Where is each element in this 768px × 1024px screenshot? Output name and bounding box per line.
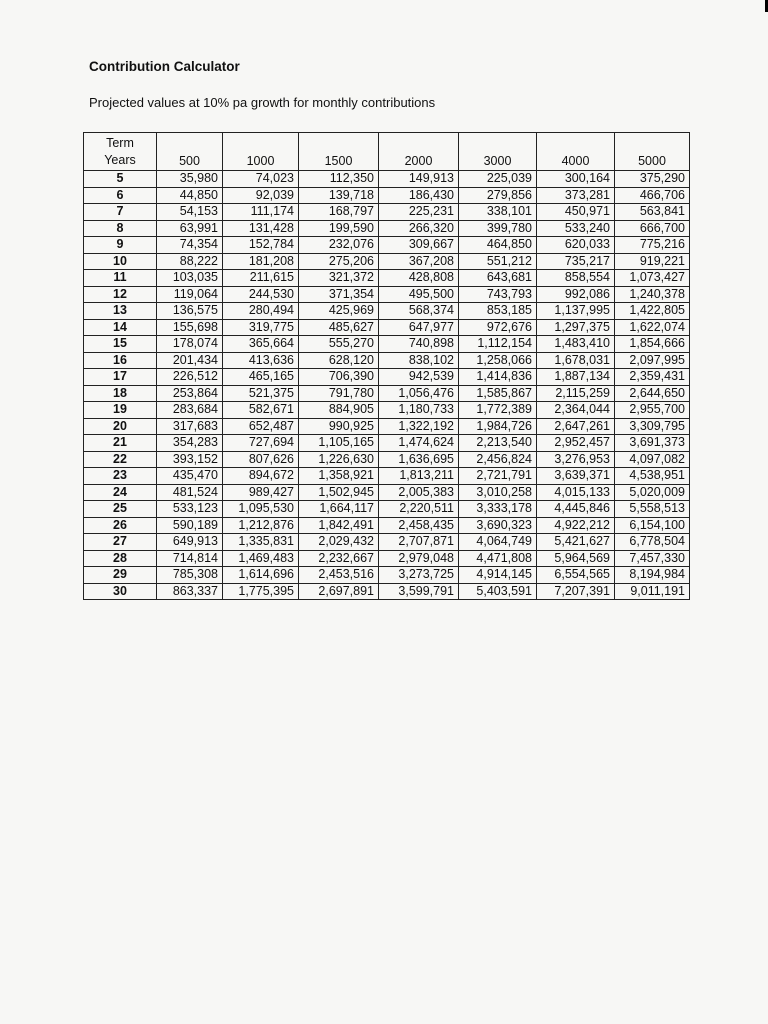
value-cell: 317,683 xyxy=(157,418,223,435)
table-row xyxy=(84,402,690,419)
value-cell: 727,694 xyxy=(223,435,299,452)
value-cell: 2,359,431 xyxy=(615,369,690,386)
term-cell: 13 xyxy=(84,303,157,320)
term-cell: 26 xyxy=(84,517,157,534)
value-cell: 1,474,624 xyxy=(379,435,459,452)
value-cell: 1,226,630 xyxy=(299,451,379,468)
value-cell: 1,414,836 xyxy=(459,369,537,386)
value-cell: 9,011,191 xyxy=(615,583,690,600)
value-cell: 1,105,165 xyxy=(299,435,379,452)
value-cell: 3,309,795 xyxy=(615,418,690,435)
value-cell: 4,445,846 xyxy=(537,501,615,518)
value-cell: 354,283 xyxy=(157,435,223,452)
value-cell: 1,422,805 xyxy=(615,303,690,320)
value-cell: 44,850 xyxy=(157,187,223,204)
value-cell: 367,208 xyxy=(379,253,459,270)
value-cell: 4,064,749 xyxy=(459,534,537,551)
value-cell: 1,258,066 xyxy=(459,352,537,369)
value-cell: 413,636 xyxy=(223,352,299,369)
term-header-line2: Years xyxy=(104,153,136,167)
value-cell: 533,240 xyxy=(537,220,615,237)
value-cell: 2,456,824 xyxy=(459,451,537,468)
value-cell: 628,120 xyxy=(299,352,379,369)
value-cell: 74,354 xyxy=(157,237,223,254)
value-cell: 1,180,733 xyxy=(379,402,459,419)
value-cell: 211,615 xyxy=(223,270,299,287)
value-cell: 1,335,831 xyxy=(223,534,299,551)
table-row xyxy=(84,501,690,518)
contribution-table xyxy=(83,132,690,600)
value-cell: 466,706 xyxy=(615,187,690,204)
value-cell: 2,647,261 xyxy=(537,418,615,435)
value-cell: 740,898 xyxy=(379,336,459,353)
table-header-row xyxy=(84,133,690,171)
value-cell: 74,023 xyxy=(223,171,299,188)
value-cell: 111,174 xyxy=(223,204,299,221)
table-row xyxy=(84,303,690,320)
column-header-2000: 2000 xyxy=(379,133,459,171)
value-cell: 3,010,258 xyxy=(459,484,537,501)
value-cell: 743,793 xyxy=(459,286,537,303)
value-cell: 2,232,667 xyxy=(299,550,379,567)
value-cell: 136,575 xyxy=(157,303,223,320)
value-cell: 1,073,427 xyxy=(615,270,690,287)
table-row xyxy=(84,517,690,534)
value-cell: 533,123 xyxy=(157,501,223,518)
value-cell: 807,626 xyxy=(223,451,299,468)
value-cell: 2,220,511 xyxy=(379,501,459,518)
value-cell: 300,164 xyxy=(537,171,615,188)
value-cell: 495,500 xyxy=(379,286,459,303)
value-cell: 1,887,134 xyxy=(537,369,615,386)
value-cell: 2,458,435 xyxy=(379,517,459,534)
value-cell: 992,086 xyxy=(537,286,615,303)
table-row xyxy=(84,369,690,386)
value-cell: 791,780 xyxy=(299,385,379,402)
value-cell: 232,076 xyxy=(299,237,379,254)
value-cell: 155,698 xyxy=(157,319,223,336)
value-cell: 8,194,984 xyxy=(615,567,690,584)
value-cell: 485,627 xyxy=(299,319,379,336)
value-cell: 6,154,100 xyxy=(615,517,690,534)
term-cell: 6 xyxy=(84,187,157,204)
value-cell: 894,672 xyxy=(223,468,299,485)
value-cell: 551,212 xyxy=(459,253,537,270)
value-cell: 181,208 xyxy=(223,253,299,270)
value-cell: 253,864 xyxy=(157,385,223,402)
table-row xyxy=(84,385,690,402)
term-cell: 30 xyxy=(84,583,157,600)
term-cell: 15 xyxy=(84,336,157,353)
term-header-line1: Term xyxy=(106,136,134,150)
value-cell: 2,697,891 xyxy=(299,583,379,600)
value-cell: 1,664,117 xyxy=(299,501,379,518)
table-row xyxy=(84,583,690,600)
value-cell: 972,676 xyxy=(459,319,537,336)
value-cell: 35,980 xyxy=(157,171,223,188)
term-cell: 23 xyxy=(84,468,157,485)
value-cell: 3,599,791 xyxy=(379,583,459,600)
term-years-header xyxy=(84,133,157,171)
value-cell: 5,558,513 xyxy=(615,501,690,518)
table-row xyxy=(84,220,690,237)
value-cell: 464,850 xyxy=(459,237,537,254)
term-cell: 29 xyxy=(84,567,157,584)
term-cell: 24 xyxy=(84,484,157,501)
value-cell: 858,554 xyxy=(537,270,615,287)
value-cell: 152,784 xyxy=(223,237,299,254)
value-cell: 92,039 xyxy=(223,187,299,204)
term-cell: 25 xyxy=(84,501,157,518)
table-row xyxy=(84,171,690,188)
value-cell: 178,074 xyxy=(157,336,223,353)
value-cell: 244,530 xyxy=(223,286,299,303)
value-cell: 620,033 xyxy=(537,237,615,254)
term-cell: 8 xyxy=(84,220,157,237)
value-cell: 88,222 xyxy=(157,253,223,270)
value-cell: 652,487 xyxy=(223,418,299,435)
value-cell: 3,639,371 xyxy=(537,468,615,485)
value-cell: 853,185 xyxy=(459,303,537,320)
value-cell: 590,189 xyxy=(157,517,223,534)
value-cell: 563,841 xyxy=(615,204,690,221)
value-cell: 103,035 xyxy=(157,270,223,287)
term-cell: 28 xyxy=(84,550,157,567)
value-cell: 714,814 xyxy=(157,550,223,567)
term-cell: 10 xyxy=(84,253,157,270)
value-cell: 1,775,395 xyxy=(223,583,299,600)
value-cell: 1,585,867 xyxy=(459,385,537,402)
table-row xyxy=(84,253,690,270)
value-cell: 3,333,178 xyxy=(459,501,537,518)
value-cell: 2,005,383 xyxy=(379,484,459,501)
value-cell: 1,502,945 xyxy=(299,484,379,501)
value-cell: 54,153 xyxy=(157,204,223,221)
value-cell: 199,590 xyxy=(299,220,379,237)
value-cell: 1,854,666 xyxy=(615,336,690,353)
value-cell: 1,678,031 xyxy=(537,352,615,369)
value-cell: 6,554,565 xyxy=(537,567,615,584)
value-cell: 2,955,700 xyxy=(615,402,690,419)
value-cell: 375,290 xyxy=(615,171,690,188)
value-cell: 225,039 xyxy=(459,171,537,188)
value-cell: 1,056,476 xyxy=(379,385,459,402)
value-cell: 1,240,378 xyxy=(615,286,690,303)
term-cell: 27 xyxy=(84,534,157,551)
value-cell: 735,217 xyxy=(537,253,615,270)
table-row xyxy=(84,567,690,584)
value-cell: 3,273,725 xyxy=(379,567,459,584)
value-cell: 1,772,389 xyxy=(459,402,537,419)
value-cell: 2,453,516 xyxy=(299,567,379,584)
table-row xyxy=(84,534,690,551)
value-cell: 319,775 xyxy=(223,319,299,336)
table-row xyxy=(84,468,690,485)
value-cell: 1,297,375 xyxy=(537,319,615,336)
term-cell: 12 xyxy=(84,286,157,303)
value-cell: 5,964,569 xyxy=(537,550,615,567)
value-cell: 371,354 xyxy=(299,286,379,303)
value-cell: 149,913 xyxy=(379,171,459,188)
table-row xyxy=(84,418,690,435)
term-cell: 14 xyxy=(84,319,157,336)
value-cell: 186,430 xyxy=(379,187,459,204)
value-cell: 647,977 xyxy=(379,319,459,336)
value-cell: 4,471,808 xyxy=(459,550,537,567)
value-cell: 425,969 xyxy=(299,303,379,320)
value-cell: 1,112,154 xyxy=(459,336,537,353)
value-cell: 1,813,211 xyxy=(379,468,459,485)
value-cell: 785,308 xyxy=(157,567,223,584)
value-cell: 2,029,432 xyxy=(299,534,379,551)
value-cell: 6,778,504 xyxy=(615,534,690,551)
table-row xyxy=(84,286,690,303)
value-cell: 863,337 xyxy=(157,583,223,600)
value-cell: 4,922,212 xyxy=(537,517,615,534)
term-cell: 20 xyxy=(84,418,157,435)
value-cell: 465,165 xyxy=(223,369,299,386)
value-cell: 919,221 xyxy=(615,253,690,270)
value-cell: 1,636,695 xyxy=(379,451,459,468)
table-row xyxy=(84,435,690,452)
value-cell: 5,421,627 xyxy=(537,534,615,551)
value-cell: 1,622,074 xyxy=(615,319,690,336)
value-cell: 131,428 xyxy=(223,220,299,237)
value-cell: 7,457,330 xyxy=(615,550,690,567)
value-cell: 1,842,491 xyxy=(299,517,379,534)
value-cell: 5,020,009 xyxy=(615,484,690,501)
column-header-1500: 1500 xyxy=(299,133,379,171)
value-cell: 3,276,953 xyxy=(537,451,615,468)
value-cell: 280,494 xyxy=(223,303,299,320)
value-cell: 582,671 xyxy=(223,402,299,419)
term-cell: 18 xyxy=(84,385,157,402)
value-cell: 4,914,145 xyxy=(459,567,537,584)
value-cell: 365,664 xyxy=(223,336,299,353)
table-row xyxy=(84,187,690,204)
value-cell: 2,721,791 xyxy=(459,468,537,485)
table-row xyxy=(84,451,690,468)
value-cell: 63,991 xyxy=(157,220,223,237)
document-subtitle: Projected values at 10% pa growth for monthly contributions xyxy=(89,95,436,110)
value-cell: 1,614,696 xyxy=(223,567,299,584)
value-cell: 309,667 xyxy=(379,237,459,254)
term-cell: 5 xyxy=(84,171,157,188)
value-cell: 706,390 xyxy=(299,369,379,386)
table-row xyxy=(84,237,690,254)
value-cell: 2,097,995 xyxy=(615,352,690,369)
value-cell: 942,539 xyxy=(379,369,459,386)
value-cell: 4,538,951 xyxy=(615,468,690,485)
term-cell: 16 xyxy=(84,352,157,369)
column-header-4000: 4000 xyxy=(537,133,615,171)
term-cell: 11 xyxy=(84,270,157,287)
column-header-3000: 3000 xyxy=(459,133,537,171)
value-cell: 2,979,048 xyxy=(379,550,459,567)
value-cell: 168,797 xyxy=(299,204,379,221)
value-cell: 1,469,483 xyxy=(223,550,299,567)
value-cell: 266,320 xyxy=(379,220,459,237)
value-cell: 1,984,726 xyxy=(459,418,537,435)
column-header-1000: 1000 xyxy=(223,133,299,171)
value-cell: 399,780 xyxy=(459,220,537,237)
value-cell: 4,015,133 xyxy=(537,484,615,501)
value-cell: 435,470 xyxy=(157,468,223,485)
value-cell: 373,281 xyxy=(537,187,615,204)
term-cell: 22 xyxy=(84,451,157,468)
value-cell: 838,102 xyxy=(379,352,459,369)
table-row xyxy=(84,352,690,369)
value-cell: 2,952,457 xyxy=(537,435,615,452)
value-cell: 1,322,192 xyxy=(379,418,459,435)
value-cell: 321,372 xyxy=(299,270,379,287)
value-cell: 2,644,650 xyxy=(615,385,690,402)
term-cell: 9 xyxy=(84,237,157,254)
value-cell: 2,213,540 xyxy=(459,435,537,452)
value-cell: 279,856 xyxy=(459,187,537,204)
value-cell: 649,913 xyxy=(157,534,223,551)
value-cell: 643,681 xyxy=(459,270,537,287)
table-row xyxy=(84,550,690,567)
table-row xyxy=(84,336,690,353)
table-body xyxy=(84,171,690,600)
value-cell: 2,707,871 xyxy=(379,534,459,551)
value-cell: 481,524 xyxy=(157,484,223,501)
value-cell: 3,691,373 xyxy=(615,435,690,452)
term-cell: 21 xyxy=(84,435,157,452)
value-cell: 568,374 xyxy=(379,303,459,320)
value-cell: 666,700 xyxy=(615,220,690,237)
value-cell: 521,375 xyxy=(223,385,299,402)
value-cell: 989,427 xyxy=(223,484,299,501)
value-cell: 4,097,082 xyxy=(615,451,690,468)
value-cell: 990,925 xyxy=(299,418,379,435)
value-cell: 3,690,323 xyxy=(459,517,537,534)
value-cell: 1,358,921 xyxy=(299,468,379,485)
value-cell: 338,101 xyxy=(459,204,537,221)
value-cell: 112,350 xyxy=(299,171,379,188)
value-cell: 7,207,391 xyxy=(537,583,615,600)
value-cell: 275,206 xyxy=(299,253,379,270)
value-cell: 226,512 xyxy=(157,369,223,386)
value-cell: 884,905 xyxy=(299,402,379,419)
value-cell: 1,212,876 xyxy=(223,517,299,534)
value-cell: 393,152 xyxy=(157,451,223,468)
table-row xyxy=(84,204,690,221)
term-cell: 17 xyxy=(84,369,157,386)
table-row xyxy=(84,319,690,336)
column-header-5000: 5000 xyxy=(615,133,690,171)
value-cell: 555,270 xyxy=(299,336,379,353)
value-cell: 2,115,259 xyxy=(537,385,615,402)
value-cell: 1,095,530 xyxy=(223,501,299,518)
column-header-500: 500 xyxy=(157,133,223,171)
value-cell: 283,684 xyxy=(157,402,223,419)
term-cell: 19 xyxy=(84,402,157,419)
value-cell: 775,216 xyxy=(615,237,690,254)
value-cell: 450,971 xyxy=(537,204,615,221)
value-cell: 1,137,995 xyxy=(537,303,615,320)
table-row xyxy=(84,270,690,287)
value-cell: 1,483,410 xyxy=(537,336,615,353)
value-cell: 225,231 xyxy=(379,204,459,221)
value-cell: 201,434 xyxy=(157,352,223,369)
term-cell: 7 xyxy=(84,204,157,221)
value-cell: 139,718 xyxy=(299,187,379,204)
value-cell: 428,808 xyxy=(379,270,459,287)
table-row xyxy=(84,484,690,501)
value-cell: 2,364,044 xyxy=(537,402,615,419)
value-cell: 5,403,591 xyxy=(459,583,537,600)
document-title: Contribution Calculator xyxy=(89,59,240,74)
value-cell: 119,064 xyxy=(157,286,223,303)
